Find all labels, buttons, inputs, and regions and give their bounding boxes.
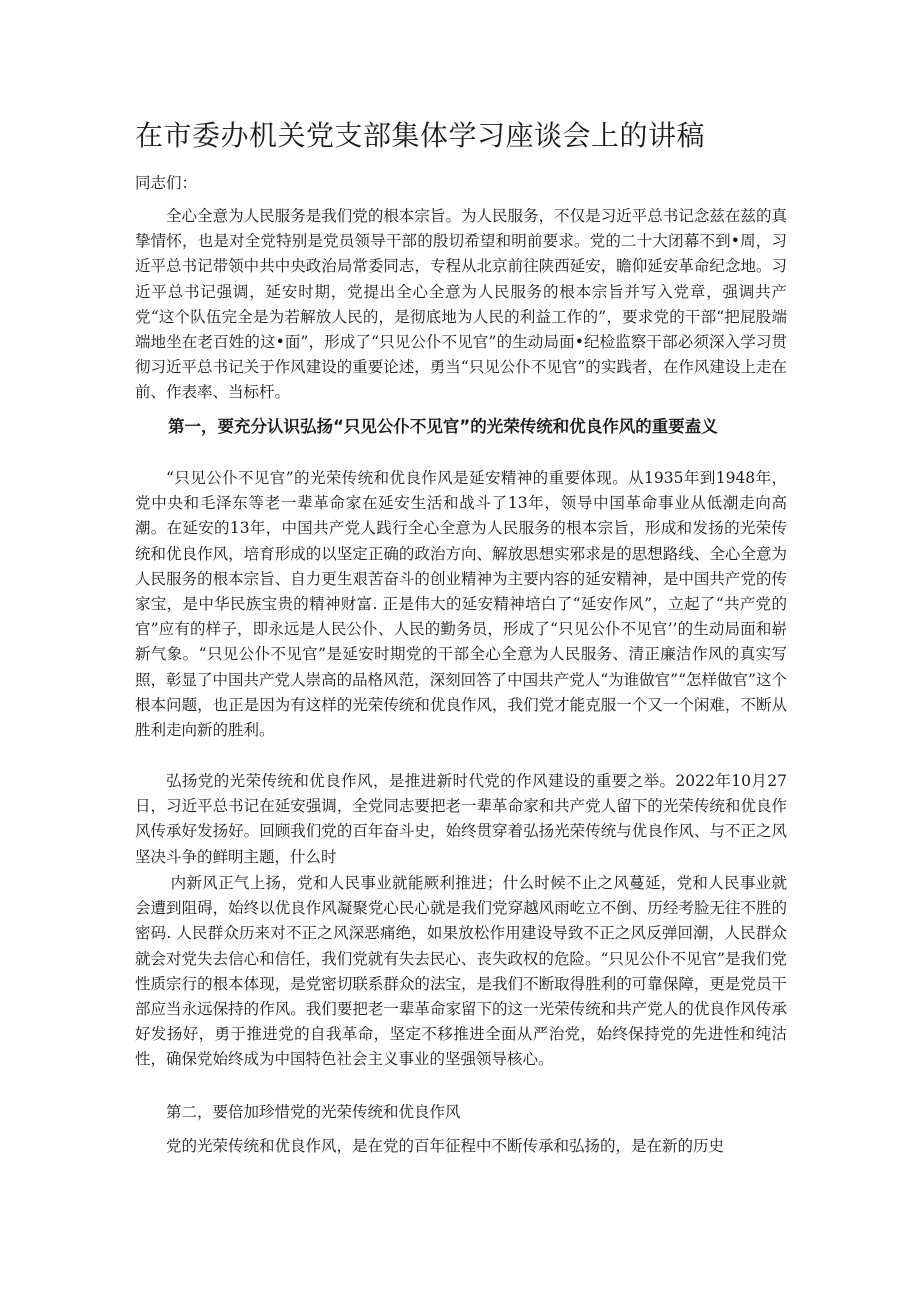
paragraph-3: 弘扬党的光荣传统和优良作风，是推进新时代党的作风建设的重要之举。2022年10月27日，习近平总书记在延安强调，全党同志要把老一辈革命家和共产党人留下的光荣传统和优良作风传承好发扬好。回顾我们党的百年奋斗史，始终贯穿着弘扬光荣传统与优良作风、与不正之风坚决斗争的鲜明主题，什么时	[135, 772, 787, 866]
section-heading-2: 第二，要倍加珍惜党的光荣传统和优良作风	[166, 1103, 461, 1121]
paragraph-2: “只见公仆不见官”的光荣传统和优良作风是延安精神的重要体现。从1935年到1948年，党中央和毛泽东等老一辈革命家在延安生活和战斗了13年，领导中国革命事业从低潮走向高潮。在延安的13年，中国共产党人践行全心全意为人民服务的根本宗旨，形成和发扬的光荣传统和优良作风，培育形成的以坚定正确的政治方向、解放思想实邪求是的思想路线、全心全意为人民服务的根本宗旨、自力更生艰苦奋斗的创业精神为主要内容的延安精神，是中国共产党的传家宝，是中华民族宝贵的精神财富. 正是伟大的延安精神培白了“延安作风”，立起了“共产党的官”应有的样子，即永远是人民公仆、人民的勤务员，形成了“只见公仆不见官’’的生动局面和崭新气象。“只见公仆不见官”是延安时期党的干部全心全意为人民服务、清正廉洁作风的真实写照，彰显了中国共产党人崇高的品格风范，深刻回答了中国共产党人“为谁做官”“怎样做官”这个根本问题，也正是因为有这样的光荣传统和优良作风，我们党才能克服一个又一个闲难，不断从胜利走向新的胜利。	[135, 469, 787, 740]
section-heading-1: 第一，要充分认识弘扬“只见公仆不见官”的光荣传统和优良作风的重要盍义	[168, 417, 718, 436]
salutation: 同志们：	[135, 174, 198, 192]
paragraph-5: 党的光荣传统和优良作风，是在党的百年征程中不断传承和弘扬的，是在新的历史	[166, 1137, 725, 1155]
paragraph-4: 内新风正气上扬，党和人民事业就能厥利推进；什么时候不止之风蔓延，党和人民事业就会遭到阻碍，始终以优良作风凝聚党心民心就是我们党穿越风雨屹立不倒、历经考脸无往不胜的密码. 人民群众历来对不正之风深恶痛绝，如果放松作用建设导致不正之风反弹回潮，人民群众就会对党失去信心和信任，我们党就有失去民心、丧失政权的危险。“只见公仆不见官”是我们党性质宗行的根本体现，是党密切联系群众的法宝，是我们不断取得胜利的可靠保障，更是党员干部应当永远保持的作风。我们要把老一辈革命家留下的这一光荣传统和共产党人的优良作风传承好发扬好，勇于推进党的自我革命，坚定不移推进全面从严治党，始终保持党的先进性和纯沽性，确保党始终成为中国特色社会主义事业的坚强领导核心。	[135, 874, 787, 1069]
paragraph-1: 全心全意为人民服务是我们党的根本宗旨。为人民服务，不仅是习近平总书记念兹在兹的真挚情怀，也是对全党特别是党员领导干部的殷切希望和明前要求。党的二十大闭幕不到•周，习近平总书记带领中共中央政治局常委同志，专程从北京前往陕西延安，瞻仰延安革命纪念地。习近平总书记强调，延安时期，党提出全心全意为人民服务的根本宗旨并写入党章，强调共产党“这个队伍完全是为若解放人民的，是彻底地为人民的利益工作的”，要求党的干部“把屁股端端地坐在老百姓的这•面”，形成了“只见公仆不见官”的生动局面•纪检监察干部必须深入学习贯彻习近平总书记关于作风建设的重要论述，勇当“只见公仆不见官”的实践者，在作风建设上走在前、作表率、当标杆。	[135, 207, 787, 402]
document-title: 在市委办机关党支部集体学习座谈会上的讲稿	[135, 119, 706, 152]
